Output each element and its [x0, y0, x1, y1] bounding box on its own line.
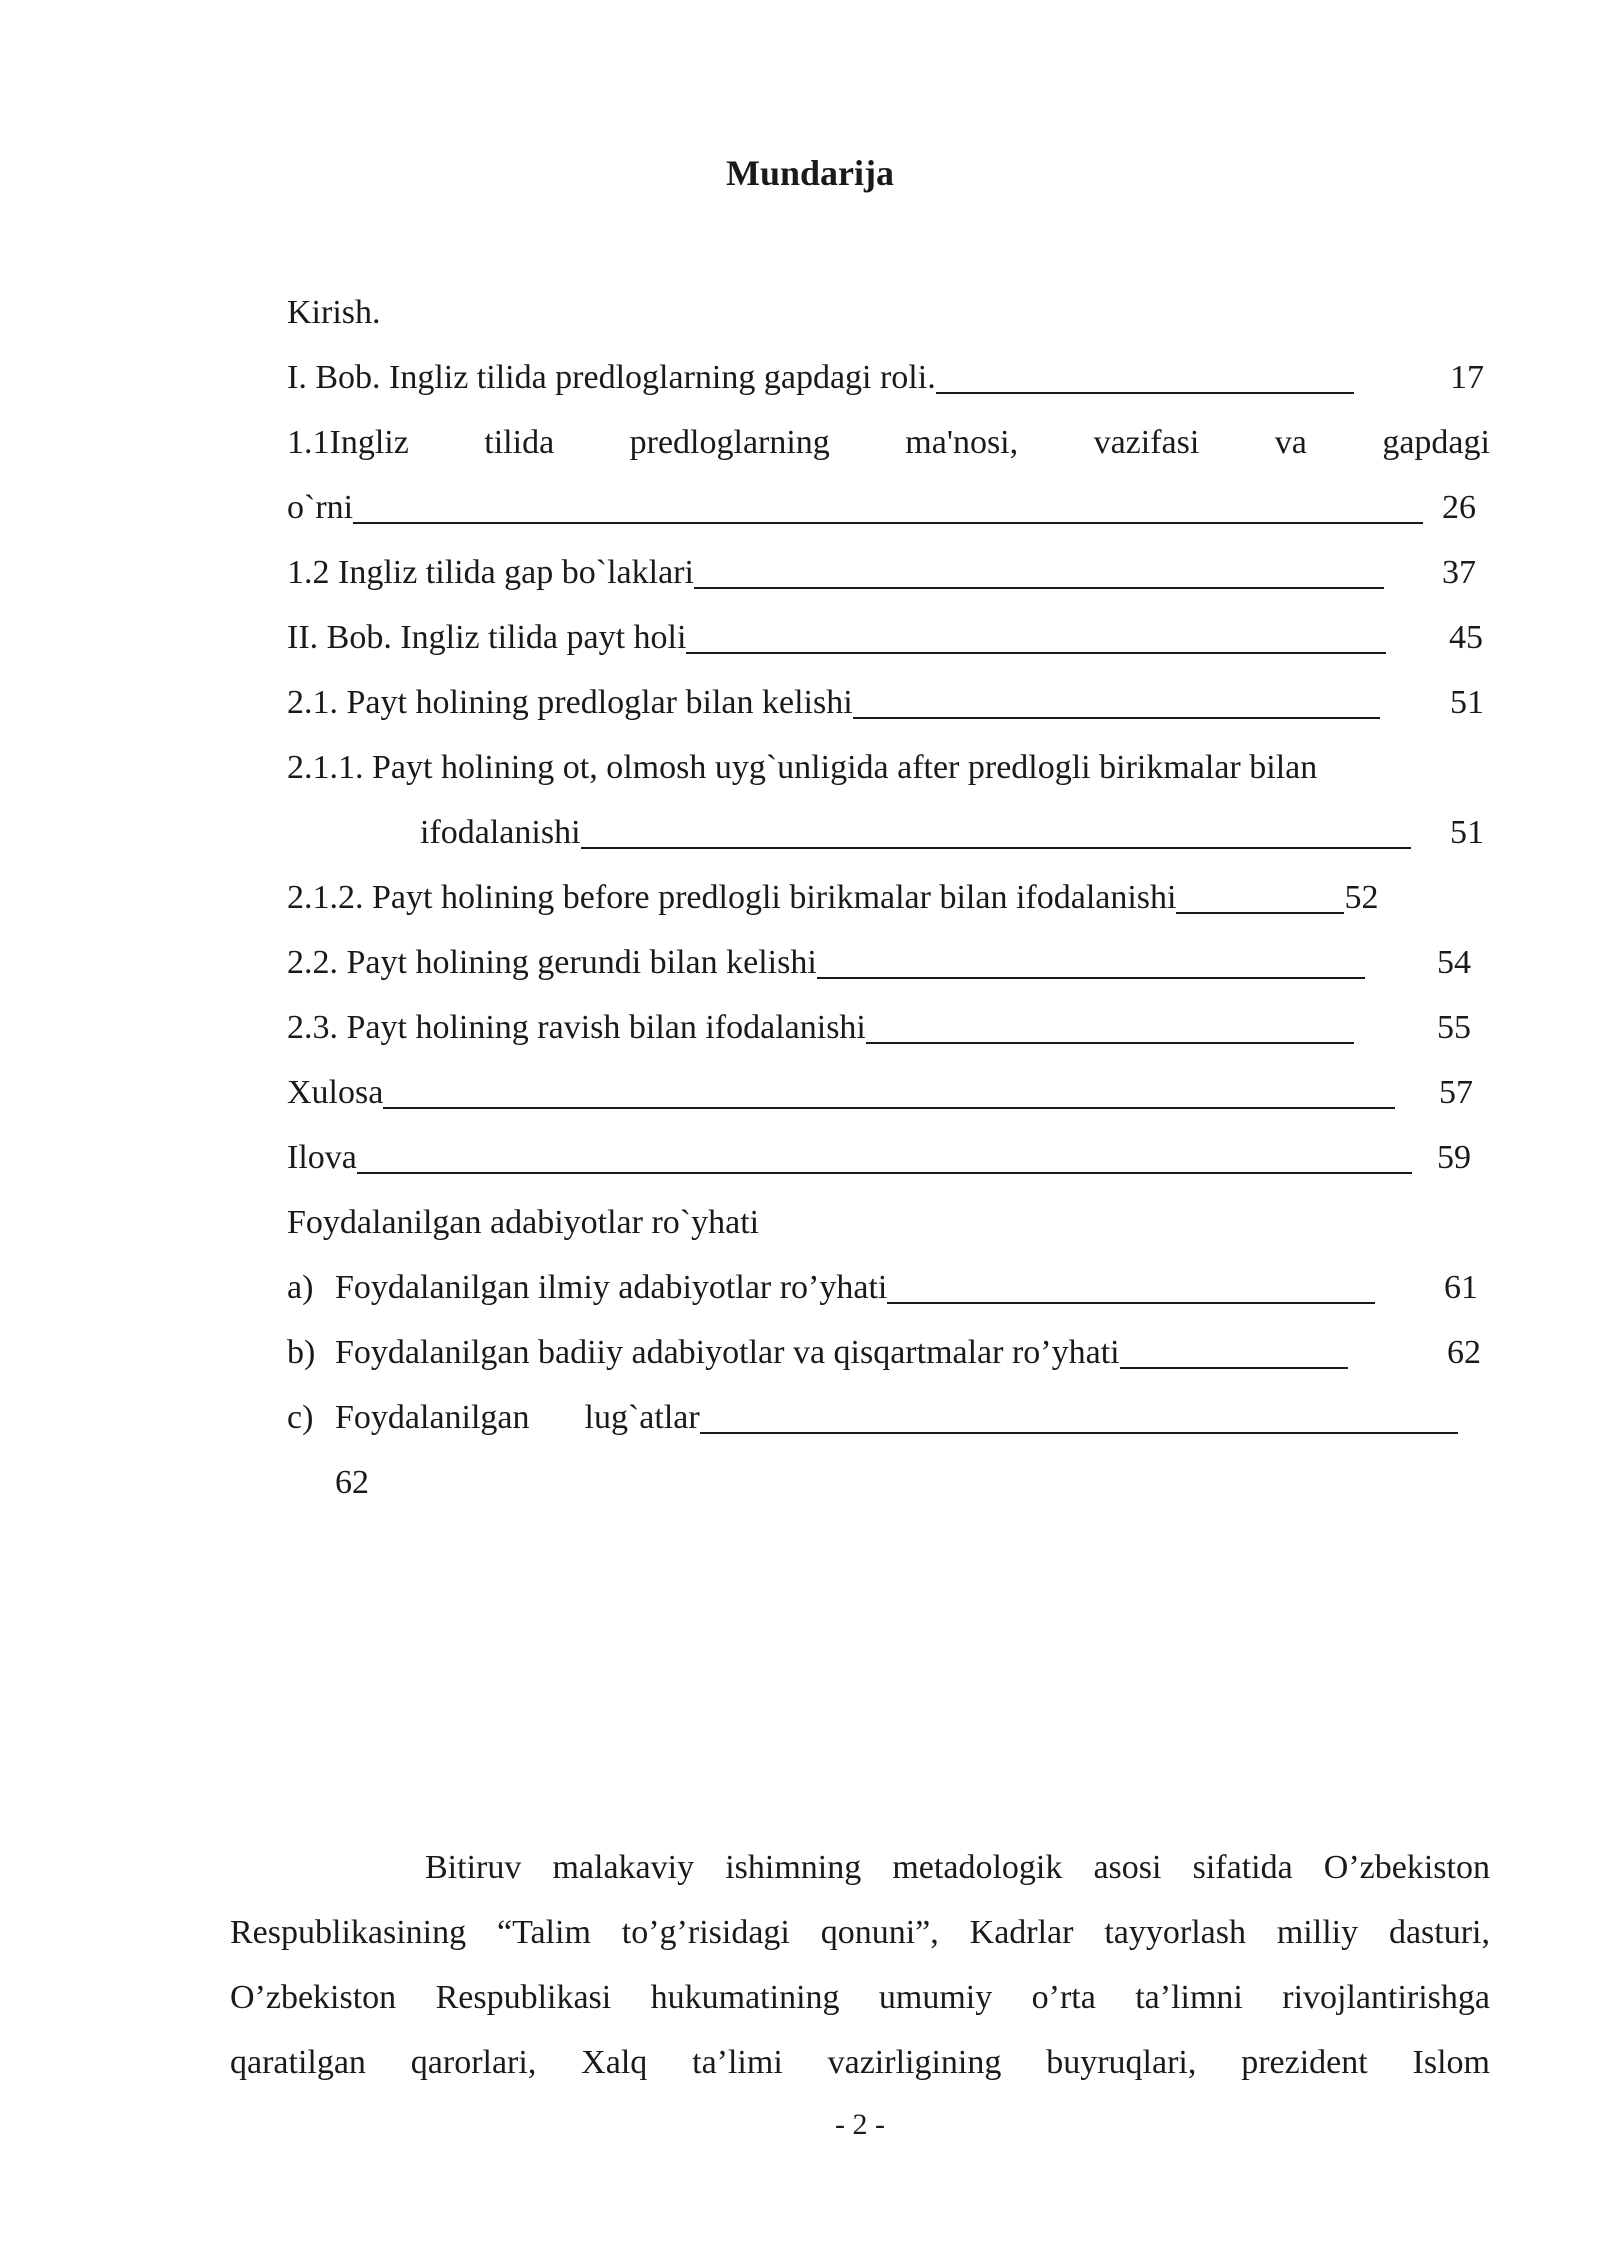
toc-entry [287, 1385, 1490, 1450]
toc-page-number: 17 [1450, 359, 1484, 396]
page-title: Mundarija [725, 153, 894, 193]
toc-entry-word: va [1274, 424, 1307, 461]
toc-entry [287, 865, 1490, 930]
toc-entry-word: tilida [484, 424, 555, 461]
toc-entry-word: vazifasi [1093, 424, 1200, 461]
list-marker: c) [287, 1399, 314, 1436]
toc-entry-text: Xulosa [287, 1074, 384, 1111]
toc-entry-text: Foydalanilgan adabiyotlar ro`yhati [287, 1204, 760, 1241]
toc-leader-line [353, 522, 1423, 524]
toc-page-number: 45 [1449, 619, 1483, 656]
toc-entry [287, 540, 1490, 605]
toc-entry [287, 605, 1490, 670]
toc-leader-line [383, 1107, 1395, 1109]
toc-leader-line [866, 1042, 1354, 1044]
toc-entry-text: 1.2 Ingliz tilida gap bo`laklari [287, 554, 694, 591]
toc-entry-continuation [287, 1450, 1490, 1515]
toc-page-number: 61 [1444, 1269, 1478, 1306]
toc-page-number: 52 [1344, 879, 1379, 916]
list-marker: b) [287, 1334, 316, 1371]
paragraph-line: Respublikasining “Talim to’g’risidagi qonuni”, Kadrlar tayyorlash milliy dasturi, [230, 1914, 1490, 1951]
toc-entry [287, 1060, 1490, 1125]
toc-page-number: 54 [1437, 944, 1471, 981]
table-of-contents [287, 280, 1490, 1515]
toc-entry [287, 670, 1490, 735]
toc-entry [287, 410, 1490, 475]
toc-entry [287, 1320, 1490, 1385]
toc-page-number: 62 [335, 1464, 369, 1501]
toc-entry [287, 1255, 1490, 1320]
toc-leader-line [853, 717, 1380, 719]
toc-entry-text: II. Bob. Ingliz tilida payt holi [287, 619, 687, 656]
toc-page-number: 62 [1447, 1334, 1481, 1371]
toc-entry-text: 2.3. Payt holining ravish bilan ifodalanishi [287, 1009, 866, 1046]
toc-entry-text: Foydalanilgan badiiy adabiyotlar va qisqartmalar ro’yhati [335, 1334, 1120, 1371]
toc-entry-text: lug`atlar [584, 1399, 700, 1436]
toc-leader-line [581, 847, 1411, 849]
paragraph-line: Bitiruv malakaviy ishimning metadologik asosi sifatida O’zbekiston [425, 1849, 1490, 1886]
toc-leader-line [700, 1432, 1458, 1434]
toc-page-number: 55 [1437, 1009, 1471, 1046]
toc-entry [287, 1125, 1490, 1190]
toc-leader-line [357, 1172, 1412, 1174]
toc-entry [287, 930, 1490, 995]
toc-entry-kirish [287, 280, 1490, 345]
toc-entry-text: Kirish. [287, 294, 381, 331]
toc-entry-text: Foydalanilgan [335, 1399, 530, 1436]
toc-leader-line [694, 587, 1384, 589]
toc-entry-text: ifodalanishi [420, 814, 581, 851]
toc-leader-line [887, 1302, 1375, 1304]
toc-entry-word: predloglarning [629, 424, 830, 461]
list-marker: a) [287, 1269, 314, 1306]
toc-entry-text: 2.2. Payt holining gerundi bilan kelishi [287, 944, 817, 981]
toc-page-number: 51 [1450, 814, 1484, 851]
toc-entry-word: 1.1Ingliz [287, 424, 409, 461]
toc-leader-line [936, 392, 1354, 394]
toc-leader-line [1120, 1367, 1348, 1369]
toc-entry-continuation [287, 475, 1490, 540]
toc-leader-line [686, 652, 1386, 654]
toc-page-number: 57 [1439, 1074, 1473, 1111]
toc-entry [287, 735, 1490, 800]
toc-entry-text: o`rni [287, 489, 354, 526]
toc-page-number: 37 [1442, 554, 1476, 591]
toc-page-number: 51 [1450, 684, 1484, 721]
toc-entry [287, 1190, 1490, 1255]
toc-entry-text: Foydalanilgan ilmiy adabiyotlar ro’yhati [335, 1269, 888, 1306]
toc-entry-text: 2.1.2. Payt holining before predlogli birikmalar bilan ifodalanishi [287, 879, 1177, 916]
toc-entry-text: I. Bob. Ingliz tilida predloglarning gapdagi roli. [287, 359, 936, 396]
paragraph-line: O’zbekiston Respublikasi hukumatining umumiy o’rta ta’limni rivojlantirishga [230, 1979, 1490, 2016]
paragraph-line: qaratilgan qarorlari, Xalq ta’limi vazirligining buyruqlari, prezident Islom [230, 2044, 1490, 2081]
toc-entry-text: 2.1.1. Payt holining ot, olmosh uyg`unligida after predlogli birikmalar bilan [287, 749, 1318, 786]
page-number: - 2 - [835, 2108, 885, 2141]
toc-page-number: 26 [1442, 489, 1476, 526]
toc-entry-text: 2.1. Payt holining predloglar bilan kelishi [287, 684, 853, 721]
toc-entry-continuation [287, 800, 1490, 865]
toc-entry [287, 345, 1490, 410]
body-paragraph [230, 1835, 1490, 2095]
toc-entry-word: ma'nosi, [905, 424, 1019, 461]
toc-leader-line [817, 977, 1365, 979]
toc-leader-line [1176, 912, 1344, 914]
toc-entry-text: Ilova [287, 1139, 357, 1176]
toc-entry-word: gapdagi [1382, 424, 1490, 461]
toc-page-number: 59 [1437, 1139, 1471, 1176]
toc-entry [287, 995, 1490, 1060]
